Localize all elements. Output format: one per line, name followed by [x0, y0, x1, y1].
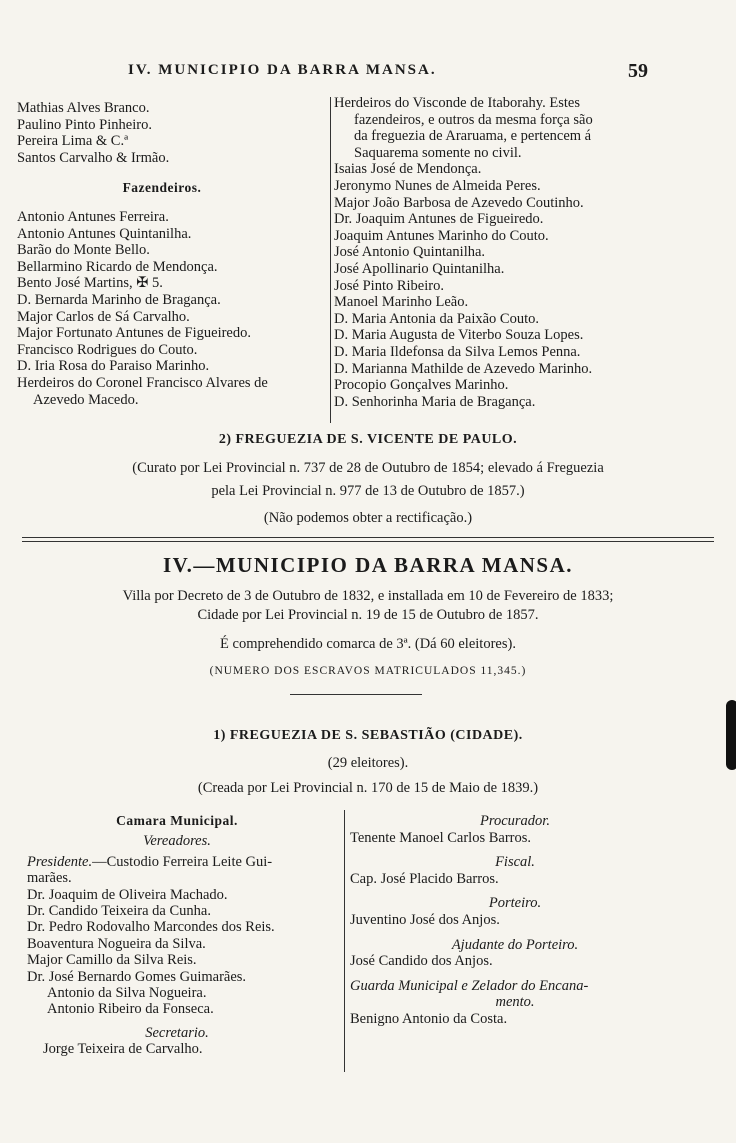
freguezia-2-heading: 2) FREGUEZIA DE S. VICENTE DE PAULO. — [218, 432, 518, 447]
freguezia-1-heading: 1) FREGUEZIA DE S. SEBASTIÃO (CIDADE). — [213, 728, 523, 743]
herdeiro-line: Herdeiros do Visconde de Itaborahy. Estes — [334, 95, 580, 111]
running-head: IV. MUNICIPIO DA BARRA MANSA. — [128, 62, 437, 78]
merchant-line: Mathias Alves Branco. — [17, 100, 150, 116]
guarda-label: Guarda Municipal e Zelador do Encana- — [350, 977, 589, 994]
officials-column — [350, 813, 680, 1028]
vereador-line: Major Camillo da Silva Reis. — [27, 952, 197, 969]
merchant-line: Pereira Lima & C.ª — [17, 133, 129, 150]
fazendeiro-line: D. Marianna Mathilde de Azevedo Marinho. — [334, 360, 593, 377]
fazendeiro-line: D. Maria Ildefonsa da Silva Lemos Penna. — [334, 343, 581, 360]
presidente-cont: marães. — [27, 870, 72, 887]
eleitores-line: (29 eleitores). — [327, 755, 409, 771]
fazendeiros-heading: Fazendeiros. — [122, 180, 202, 196]
fazendeiro-line: D. Senhorinha Maria de Bragança. — [334, 393, 536, 410]
herdeiro-line: Saquarema somente no civil. — [354, 144, 522, 161]
vereador-line: Antonio da Silva Nogueira. — [47, 985, 207, 1002]
double-rule — [22, 537, 714, 538]
fazendeiro-line: Procopio Gonçalves Marinho. — [334, 377, 509, 394]
fazendeiro-line: Francisco Rodrigues do Couto. — [17, 341, 198, 358]
secretario-label: Secretario. — [145, 1024, 209, 1041]
top-right-column — [334, 95, 593, 410]
camara-column — [27, 813, 327, 1058]
herdeiro-line: da freguezia de Araruama, e pertencem á — [354, 128, 592, 145]
municipio-line-1: Villa por Decreto de 3 de Outubro de 1832, e installada em 10 de Fevereiro de 1833; — [122, 588, 614, 604]
fazendeiro-line: Herdeiros do Coronel Francisco Alvares de — [17, 374, 268, 391]
fazendeiro-line: Major Fortunato Antunes de Figueiredo. — [17, 325, 251, 342]
fazendeiro-line: Barão do Monte Bello. — [17, 242, 150, 259]
fazendeiro-line: Bento José Martins, ✠ 5. — [17, 275, 163, 292]
comarca-line: É comprehendido comarca de 3ª. (Dá 60 eleitores). — [220, 636, 516, 652]
vereadores-label: Vereadores. — [143, 833, 211, 850]
freguezia-2-note-1: (Curato por Lei Provincial n. 737 de 28 de Outubro de 1854; elevado á Freguezia — [132, 460, 604, 476]
fazendeiro-line: Major Carlos de Sá Carvalho. — [17, 308, 190, 325]
fazendeiro-line: Joaquim Antunes Marinho do Couto. — [334, 227, 549, 244]
fazendeiro-line: José Apollinario Quintanilha. — [334, 260, 505, 277]
fazendeiro-line: Manoel Marinho Leão. — [334, 294, 469, 311]
fazendeiro-line: Isaias José de Mendonça. — [334, 161, 482, 178]
fazendeiro-line: Major João Barbosa de Azevedo Coutinho. — [334, 194, 584, 211]
fazendeiro-line: D. Maria Augusta de Viterbo Souza Lopes. — [334, 327, 584, 344]
porteiro-label: Porteiro. — [488, 895, 542, 912]
fazendeiro-line: Antonio Antunes Ferreira. — [17, 208, 169, 225]
column-divider — [330, 97, 331, 423]
porteiro-name: Juventino José dos Anjos. — [350, 911, 500, 928]
municipio-title: IV.—MUNICIPIO DA BARRA MANSA. — [162, 553, 574, 577]
page-number: 59 — [628, 60, 648, 82]
secretario-name: Jorge Teixeira de Carvalho. — [43, 1041, 203, 1058]
guarda-name: Benigno Antonio da Costa. — [350, 1010, 508, 1027]
freguezia-2-note-2: pela Lei Provincial n. 977 de 13 de Outubro de 1857.) — [211, 483, 525, 499]
vereador-line: Dr. José Bernardo Gomes Guimarães. — [27, 968, 247, 985]
short-rule — [290, 694, 422, 695]
fazendeiro-line: Antonio Antunes Quintanilha. — [17, 225, 192, 242]
guarda-label-cont: mento. — [495, 994, 535, 1011]
vereador-line: Boaventura Nogueira da Silva. — [27, 935, 206, 952]
fazendeiro-line: José Antonio Quintanilha. — [334, 244, 486, 261]
procurador-name: Tenente Manoel Carlos Barros. — [350, 829, 531, 846]
merchant-line: Paulino Pinto Pinheiro. — [17, 116, 152, 133]
ink-blot — [726, 700, 736, 770]
top-left-column — [17, 100, 307, 408]
fazendeiro-line: D. Maria Antonia da Paixão Couto. — [334, 310, 539, 327]
rectification-note: (Não podemos obter a rectificação.) — [263, 510, 473, 526]
double-rule — [22, 541, 714, 542]
municipio-line-2: Cidade por Lei Provincial n. 19 de 15 de Outubro de 1857. — [197, 607, 539, 623]
column-divider — [344, 810, 345, 1072]
procurador-label: Procurador. — [480, 813, 550, 829]
vereador-line: Antonio Ribeiro da Fonseca. — [47, 1001, 214, 1018]
fazendeiro-line: D. Bernarda Marinho de Bragança. — [17, 291, 221, 308]
creada-line: (Creada por Lei Provincial n. 170 de 15 de Maio de 1839.) — [197, 780, 539, 796]
presidente-label: Presidente. — [27, 853, 93, 870]
ajudante-name: José Candido dos Anjos. — [350, 953, 493, 970]
vereador-line: Dr. Candido Teixeira da Cunha. — [27, 903, 211, 920]
fazendeiro-line: Jeronymo Nunes de Almeida Peres. — [334, 177, 541, 194]
ajudante-label: Ajudante do Porteiro. — [451, 936, 579, 953]
escravos-line: (NUMERO DOS ESCRAVOS MATRICULADOS 11,345.) — [209, 665, 527, 677]
vereador-line: Dr. Pedro Rodovalho Marcondes dos Reis. — [27, 919, 275, 936]
presidente-line — [27, 854, 327, 870]
fazendeiro-line: Dr. Joaquim Antunes de Figueiredo. — [334, 211, 544, 228]
camara-heading: Camara Municipal. — [116, 813, 238, 828]
fazendeiro-line: Bellarmino Ricardo de Mendonça. — [17, 258, 218, 275]
fiscal-label: Fiscal. — [495, 854, 535, 871]
vereador-line: Dr. Joaquim de Oliveira Machado. — [27, 886, 228, 903]
fazendeiro-line: Azevedo Macedo. — [33, 391, 139, 408]
presidente-name: —Custodio Ferreira Leite Gui- — [92, 853, 273, 870]
fazendeiro-line: José Pinto Ribeiro. — [334, 277, 444, 294]
merchant-line: Santos Carvalho & Irmão. — [17, 149, 170, 166]
herdeiro-line: fazendeiros, e outros da mesma força são — [354, 111, 593, 128]
fazendeiro-line: D. Iria Rosa do Paraiso Marinho. — [17, 358, 210, 375]
fiscal-name: Cap. José Placido Barros. — [350, 870, 499, 887]
